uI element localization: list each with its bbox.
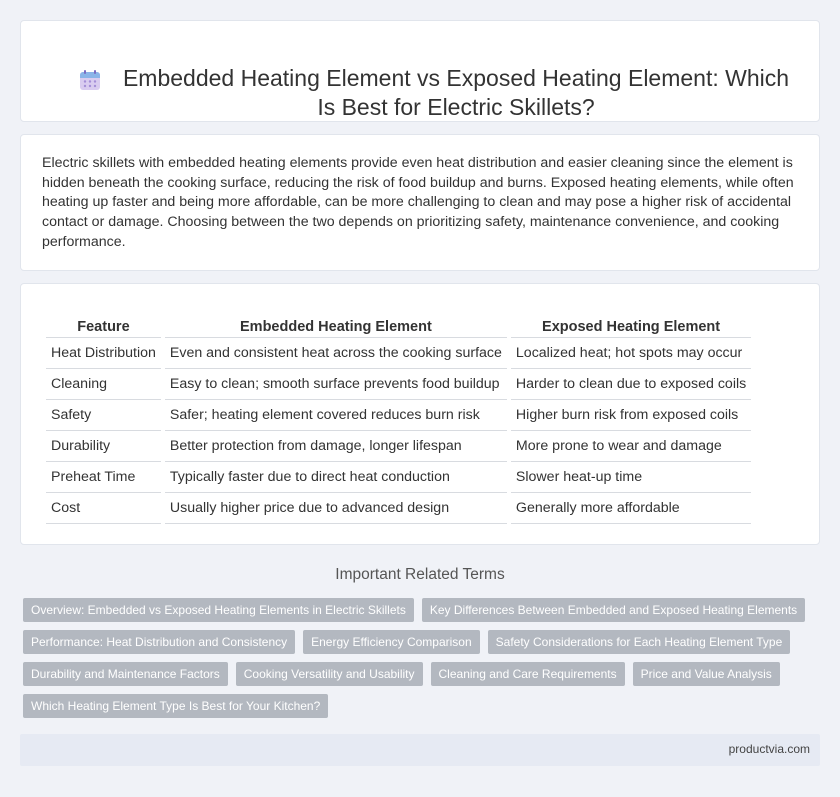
cell-exposed: Generally more affordable (511, 493, 751, 524)
related-term-tag[interactable]: Overview: Embedded vs Exposed Heating Elements in Electric Skillets (23, 598, 414, 622)
related-term-tag[interactable]: Durability and Maintenance Factors (23, 662, 228, 686)
related-term-tag[interactable]: Price and Value Analysis (633, 662, 780, 686)
table-header-row (46, 316, 751, 338)
calendar-icon (79, 69, 101, 91)
title-card (20, 20, 820, 122)
cell-feature: Heat Distribution (46, 338, 161, 369)
cell-embedded: Better protection from damage, longer lifespan (165, 431, 507, 462)
cell-feature: Cleaning (46, 369, 161, 400)
cell-exposed: Localized heat; hot spots may occur (511, 338, 751, 369)
cell-feature: Cost (46, 493, 161, 524)
table-row (46, 462, 751, 493)
header-embedded: Embedded Heating Element (165, 316, 507, 338)
footer (20, 734, 820, 766)
comparison-table (42, 316, 755, 524)
comparison-table-card (20, 283, 820, 545)
related-term-tag[interactable]: Performance: Heat Distribution and Consistency (23, 630, 295, 654)
cell-exposed: Harder to clean due to exposed coils (511, 369, 751, 400)
header-exposed: Exposed Heating Element (511, 316, 751, 338)
related-terms-heading: Important Related Terms (335, 566, 505, 583)
cell-embedded: Typically faster due to direct heat conduction (165, 462, 507, 493)
intro-text: Electric skillets with embedded heating elements provide even heat distribution and easier cleaning since the element is hidden beneath the cooking surface, reducing the risk of food buildup and burns. Exposed heating elements, while often heating up faster and being more affordable, can be more challenging to clean and may pose a higher risk of accidental contact or damage. Choosing between the two depends on prioritizing safety, maintenance convenience, and cooking performance. (42, 155, 794, 250)
cell-feature: Durability (46, 431, 161, 462)
related-term-tag[interactable]: Which Heating Element Type Is Best for Your Kitchen? (23, 694, 328, 718)
cell-exposed: Slower heat-up time (511, 462, 751, 493)
cell-exposed: More prone to wear and damage (511, 431, 751, 462)
cell-feature: Safety (46, 400, 161, 431)
cell-embedded: Safer; heating element covered reduces burn risk (165, 400, 507, 431)
intro-card (20, 134, 820, 271)
related-term-tag[interactable]: Cooking Versatility and Usability (236, 662, 423, 686)
page-title: Embedded Heating Element vs Exposed Heating Element: Which Is Best for Electric Skillets? (122, 65, 790, 120)
related-term-tag[interactable]: Energy Efficiency Comparison (303, 630, 480, 654)
related-terms-list (23, 598, 813, 718)
table-row (46, 493, 751, 524)
cell-feature: Preheat Time (46, 462, 161, 493)
related-term-tag[interactable]: Key Differences Between Embedded and Exposed Heating Elements (422, 598, 805, 622)
related-term-tag[interactable]: Safety Considerations for Each Heating Element Type (488, 630, 791, 654)
cell-embedded: Even and consistent heat across the cooking surface (165, 338, 507, 369)
table-row (46, 338, 751, 369)
cell-embedded: Easy to clean; smooth surface prevents food buildup (165, 369, 507, 400)
table-row (46, 400, 751, 431)
table-row (46, 369, 751, 400)
header-feature: Feature (46, 316, 161, 338)
cell-embedded: Usually higher price due to advanced design (165, 493, 507, 524)
table-row (46, 431, 751, 462)
related-term-tag[interactable]: Cleaning and Care Requirements (431, 662, 625, 686)
footer-site-link[interactable]: productvia.com (728, 742, 810, 756)
cell-exposed: Higher burn risk from exposed coils (511, 400, 751, 431)
